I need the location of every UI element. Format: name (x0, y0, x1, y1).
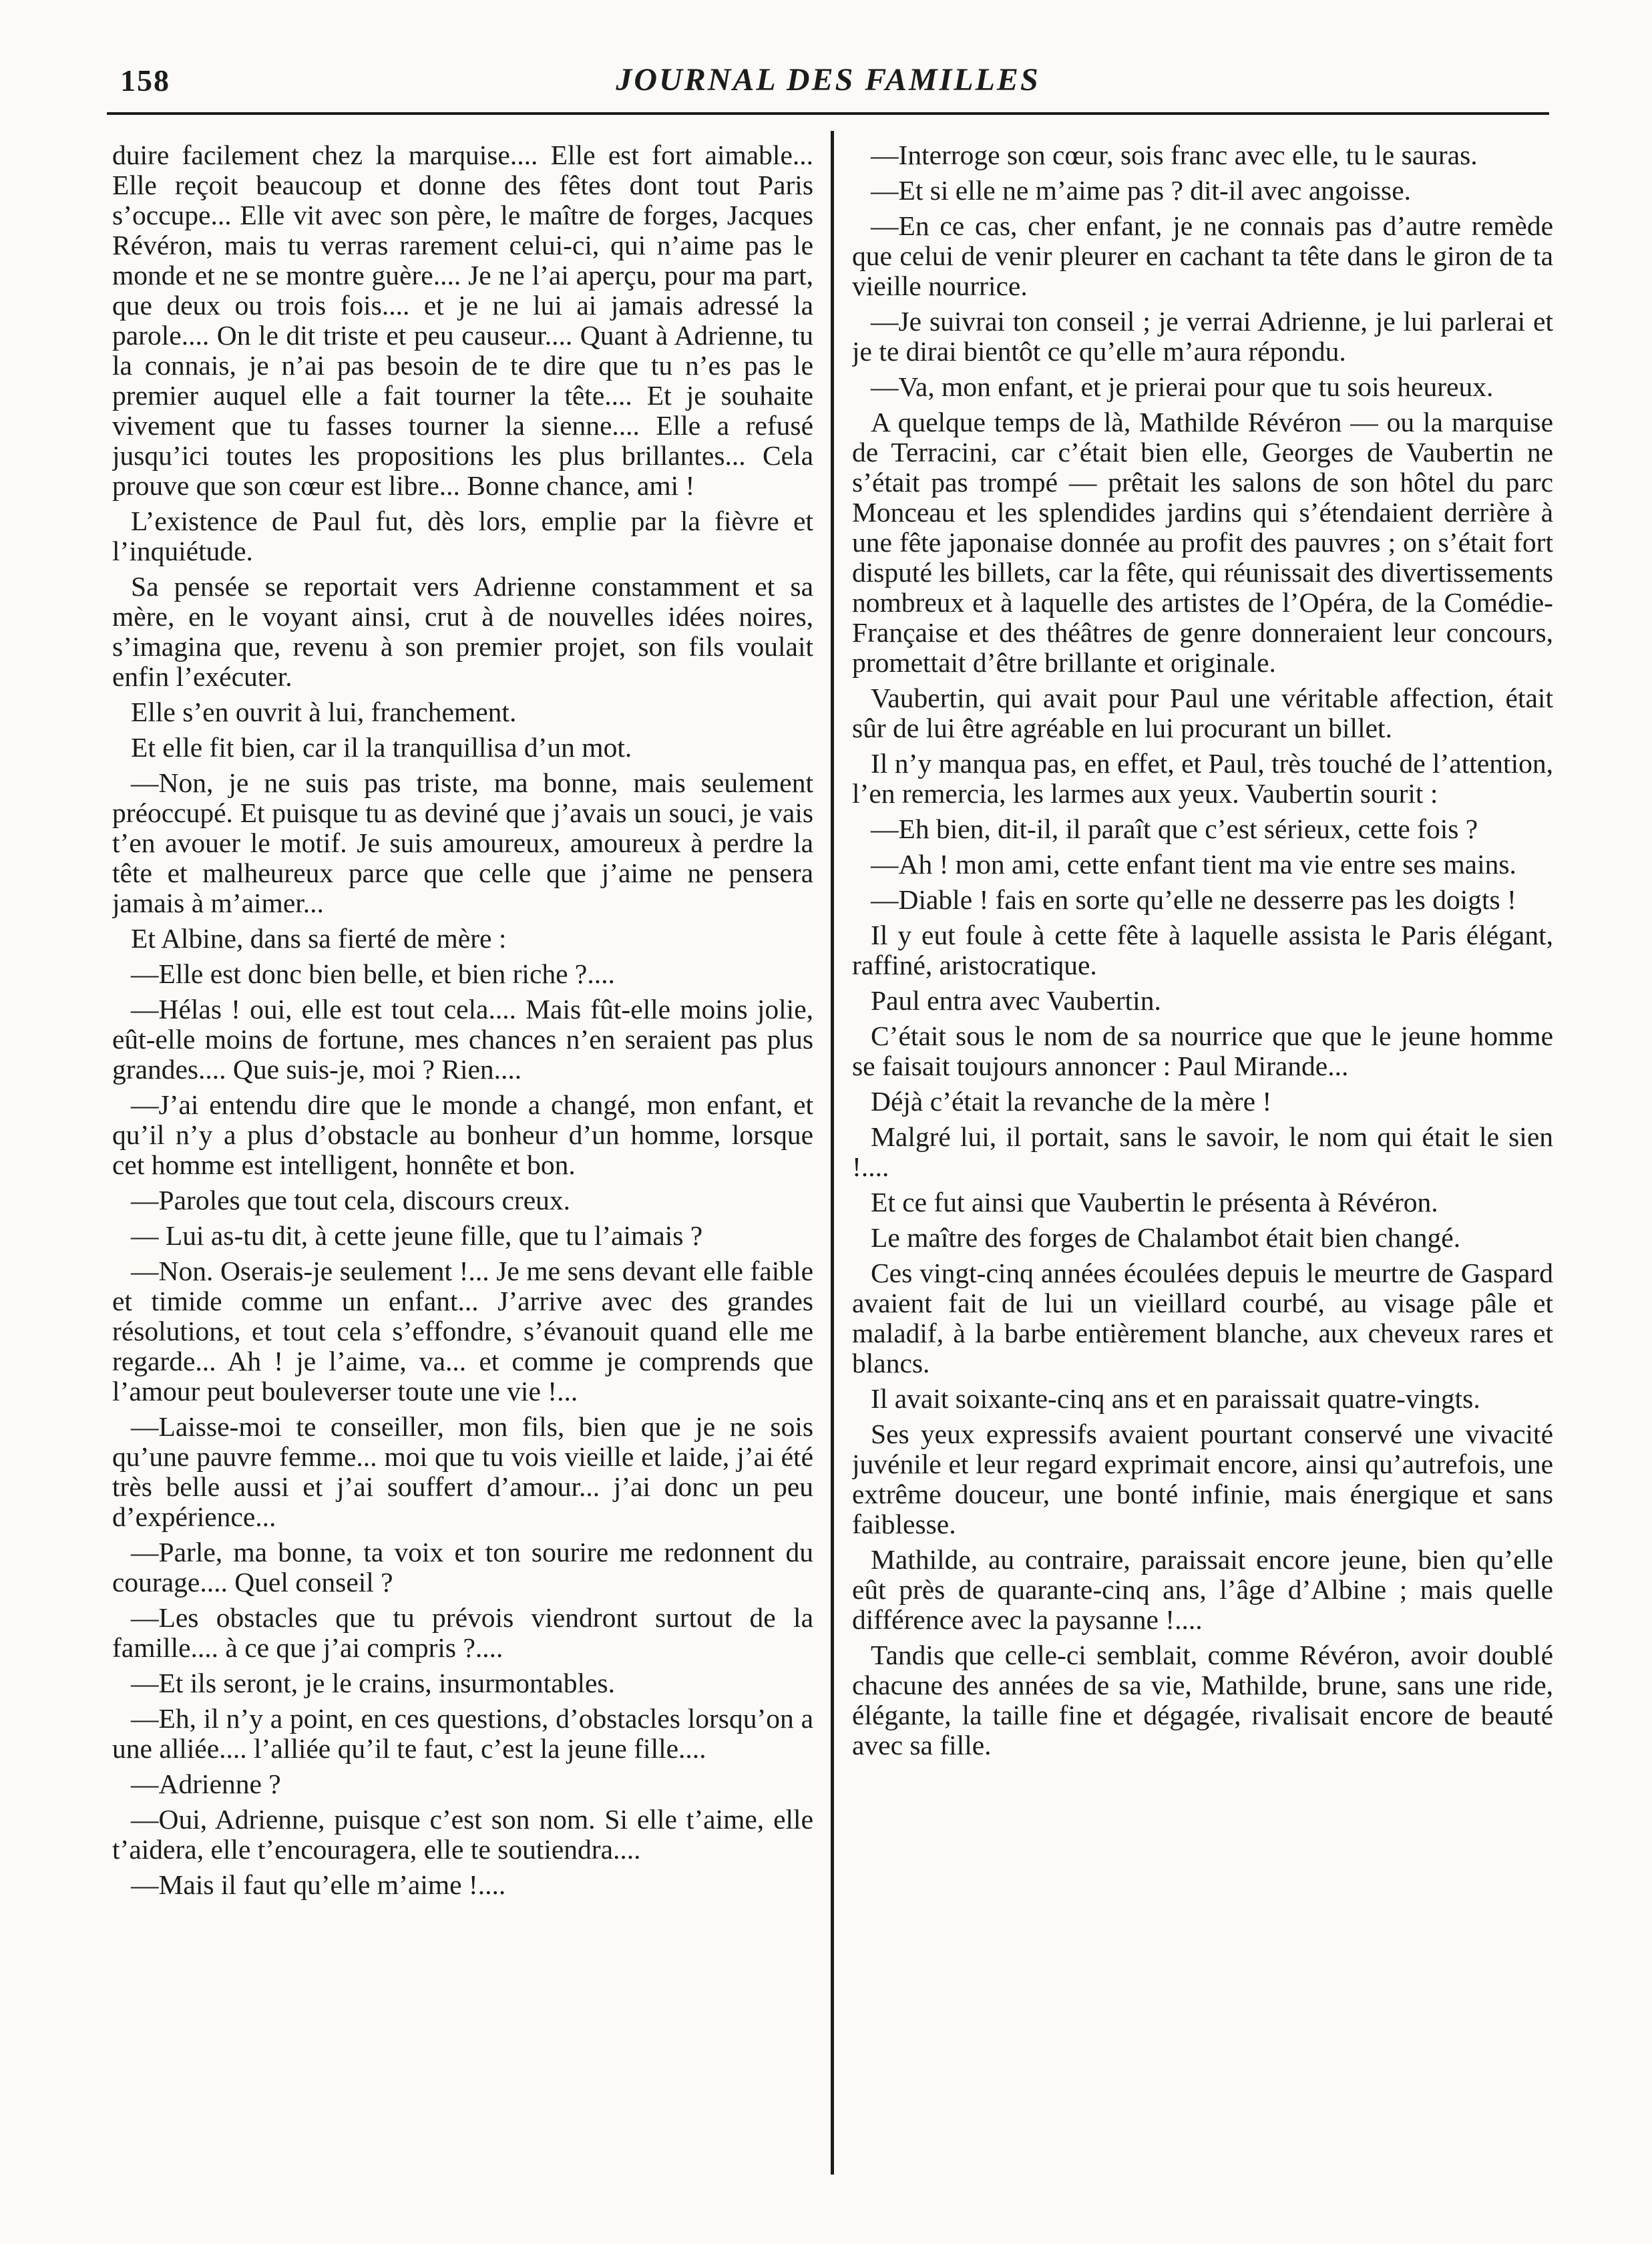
paragraph: —Parle, ma bonne, ta voix et ton sourire me redonnent du courage.... Quel conseil ? (112, 1537, 813, 1598)
paragraph: Tandis que celle-ci semblait, comme Révéron, avoir doublé chacune des années de sa vie, Mathilde, brune, sans une ride, élégante, la taille fine et dégagée, rivalisait encore de beauté avec sa fille. (852, 1640, 1553, 1760)
paragraph: L’existence de Paul fut, dès lors, emplie par la fièvre et l’inquiétude. (112, 506, 813, 566)
paragraph: —Non, je ne suis pas triste, ma bonne, mais seulement préoccupé. Et puisque tu as deviné que j’avais un souci, je vais t’en avouer le motif. Je suis amoureux, amoureux à perdre la tête et malheureux parce que celle que j’aime ne pensera jamais à m’aimer... (112, 767, 813, 918)
paragraph: Vaubertin, qui avait pour Paul une véritable affection, était sûr de lui être agréable en lui procurant un billet. (852, 683, 1553, 743)
paragraph: Mathilde, au contraire, paraissait encore jeune, bien qu’elle eût près de quarante-cinq ans, l’âge d’Albine ; mais quelle différence avec la paysanne !.... (852, 1544, 1553, 1635)
paragraph: —J’ai entendu dire que le monde a changé, mon enfant, et qu’il n’y a plus d’obstacle au bonheur d’un homme, lorsque cet homme est intelligent, honnête et bon. (112, 1089, 813, 1180)
paragraph: —Elle est donc bien belle, et bien riche ?.... (131, 958, 615, 989)
journal-title: JOURNAL DES FAMILLES (616, 62, 1040, 98)
paragraph: Ces vingt-cinq années écoulées depuis le meurtre de Gaspard avaient fait de lui un vieillard courbé, au visage pâle et maladif, à la barbe entièrement blanche, aux cheveux rares et blancs. (852, 1258, 1553, 1378)
header-rule (107, 112, 1549, 115)
paragraph: Déjà c’était la revanche de la mère ! (871, 1086, 1272, 1117)
page-number: 158 (120, 63, 170, 98)
left-column (112, 140, 813, 2171)
paragraph: Sa pensée se reportait vers Adrienne constamment et sa mère, en le voyant ainsi, crut à de nouvelles idées noires, s’imagina que, revenu à son premier projet, son fils voulait enfin l’exécuter. (112, 571, 813, 692)
paragraph: Et Albine, dans sa fierté de mère : (131, 923, 507, 954)
paragraph: Ses yeux expressifs avaient pourtant conservé une vivacité juvénile et leur regard exprimait encore, ainsi qu’autrefois, une extrême douceur, une bonté infinie, mais énergique et sans faiblesse. (852, 1419, 1553, 1539)
paragraph: —En ce cas, cher enfant, je ne connais pas d’autre remède que celui de venir pleurer en cachant ta tête dans le giron de ta vieille nourrice. (852, 210, 1553, 301)
column-divider (831, 131, 834, 2175)
paragraph: —Paroles que tout cela, discours creux. (131, 1185, 571, 1216)
paragraph: Il y eut foule à cette fête à laquelle assista le Paris élégant, raffiné, aristocratique. (852, 920, 1553, 980)
paragraph: Il n’y manqua pas, en effet, et Paul, très touché de l’attention, l’en remercia, les larmes aux yeux. Vaubertin sourit : (852, 748, 1553, 809)
paragraph: —Eh bien, dit-il, il paraît que c’est sérieux, cette fois ? (871, 813, 1478, 844)
paragraph: Il avait soixante-cinq ans et en paraissait quatre-vingts. (871, 1383, 1480, 1414)
paragraph: C’était sous le nom de sa nourrice que que le jeune homme se faisait toujours annoncer : Paul Mirande... (852, 1020, 1553, 1081)
paragraph: A quelque temps de là, Mathilde Révéron — ou la marquise de Terracini, car c’était bien elle, Georges de Vaubertin ne s’était pas trompé — prêtait les salons de son hôtel du parc Monceau et les splendides jardins qui s’étendaient derrière à une fête japonaise donnée au profit des pauvres ; on s’était fort disputé les billets, car la fête, qui réunissait des divertissements nombreux et à laquelle des artistes de l’Opéra, de la Comédie-Française et des théâtres de genre donneraient leur concours, promettait d’être brillante et originale. (852, 407, 1553, 678)
paragraph: —Adrienne ? (131, 1768, 281, 1799)
paragraph: —Hélas ! oui, elle est tout cela.... Mais fût-elle moins jolie, eût-elle moins de fortune, mes chances n’en seraient pas plus grandes.... Que suis-je, moi ? Rien.... (112, 994, 813, 1085)
paragraph: —Mais il faut qu’elle m’aime !.... (131, 1869, 506, 1900)
paragraph: Et elle fit bien, car il la tranquillisa d’un mot. (131, 732, 632, 763)
paragraph: —Oui, Adrienne, puisque c’est son nom. Si elle t’aime, elle t’aidera, elle t’encouragera, elle te soutiendra.... (112, 1804, 813, 1865)
paragraph: —Je suivrai ton conseil ; je verrai Adrienne, je lui parlerai et je te dirai bientôt ce qu’elle m’aura répondu. (852, 306, 1553, 367)
paragraph: —Ah ! mon ami, cette enfant tient ma vie entre ses mains. (871, 849, 1516, 880)
paragraph: —Et si elle ne m’aime pas ? dit-il avec angoisse. (871, 175, 1411, 206)
paragraph: —Les obstacles que tu prévois viendront surtout de la famille.... à ce que j’ai compris ?.... (112, 1602, 813, 1663)
right-column (852, 140, 1553, 2171)
paragraph: —Interroge son cœur, sois franc avec elle, tu le sauras. (871, 140, 1478, 170)
paragraph: Elle s’en ouvrit à lui, franchement. (131, 697, 517, 727)
paragraph: —Va, mon enfant, et je prierai pour que tu sois heureux. (871, 371, 1494, 402)
paragraph: Le maître des forges de Chalambot était bien changé. (871, 1222, 1461, 1253)
paragraph: Malgré lui, il portait, sans le savoir, le nom qui était le sien !.... (852, 1121, 1553, 1182)
paragraph: —Et ils seront, je le crains, insurmontables. (131, 1668, 615, 1698)
paragraph: — Lui as-tu dit, à cette jeune fille, que tu l’aimais ? (131, 1220, 703, 1251)
paragraph: Paul entra avec Vaubertin. (871, 985, 1161, 1016)
paragraph: Et ce fut ainsi que Vaubertin le présenta à Révéron. (871, 1187, 1438, 1218)
paragraph: duire facilement chez la marquise.... Elle est fort aimable... Elle reçoit beaucoup et donne des fêtes dont tout Paris s’occupe... Elle vit avec son père, le maître de forges, Jacques Révéron, mais tu verras rarement celui-ci, qui n’aime pas le monde et ne se montre guère.... Je ne l’ai aperçu, pour ma part, que deux ou trois fois.... et je ne lui ai jamais adressé la parole.... On le dit triste et peu causeur.... Quant à Adrienne, tu la connais, je n’ai pas besoin de te dire que tu n’es pas le premier auquel elle a fait tourner la tête.... Et je souhaite vivement que tu fasses tourner la sienne.... Elle a refusé jusqu’ici toutes les propositions les plus brillantes... Cela prouve que son cœur est libre... Bonne chance, ami ! (112, 140, 813, 501)
paragraph: —Eh, il n’y a point, en ces questions, d’obstacles lorsqu’on a une alliée.... l’alliée qu’il te faut, c’est la jeune fille.... (112, 1703, 813, 1764)
paragraph: —Diable ! fais en sorte qu’elle ne desserre pas les doigts ! (871, 884, 1516, 915)
page-header (107, 59, 1549, 106)
paragraph: —Laisse-moi te conseiller, mon fils, bien que je ne sois qu’une pauvre femme... moi que tu vois vieille et laide, j’ai été très belle aussi et j’ai souffert d’amour... j’ai donc un peu d’expérience... (112, 1411, 813, 1532)
paragraph: —Non. Oserais-je seulement !... Je me sens devant elle faible et timide comme un enfant... J’arrive avec des grandes résolutions, et tout cela s’effondre, s’évanouit quand elle me regarde... Ah ! je l’aime, va... et comme je comprends que l’amour peut bouleverser toute une vie !... (112, 1256, 813, 1407)
